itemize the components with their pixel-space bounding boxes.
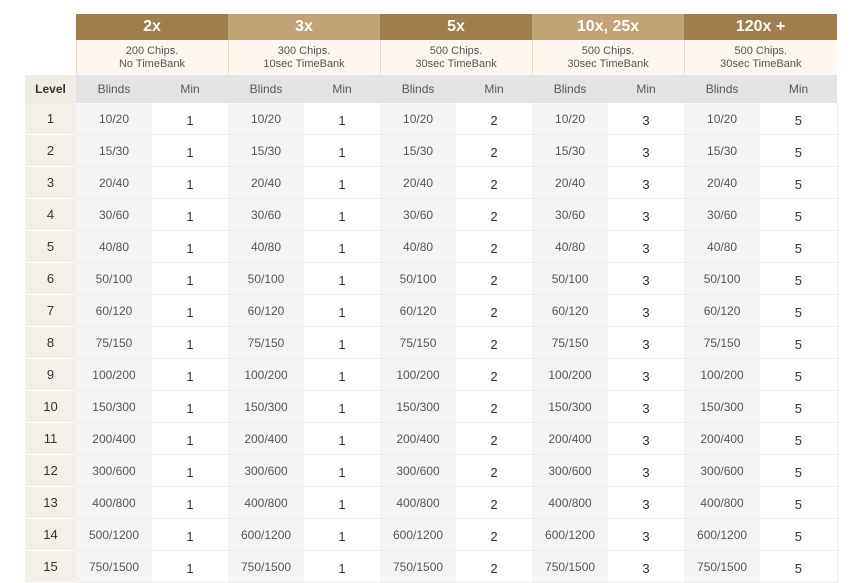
blinds-cell: 75/150 — [380, 327, 456, 359]
corner-blank — [25, 40, 76, 75]
blinds-cell: 60/120 — [380, 295, 456, 327]
blinds-cell: 30/60 — [380, 199, 456, 231]
minutes-cell: 1 — [304, 359, 380, 391]
structure-info — [76, 40, 228, 75]
blinds-cell: 300/600 — [380, 455, 456, 487]
minutes-cell: 2 — [456, 167, 532, 199]
minutes-cell: 3 — [608, 423, 684, 455]
blinds-cell: 600/1200 — [380, 519, 456, 551]
minutes-cell: 1 — [152, 551, 228, 583]
blinds-cell: 100/200 — [532, 359, 608, 391]
minutes-cell: 1 — [304, 167, 380, 199]
minutes-cell: 2 — [456, 455, 532, 487]
table-row — [25, 295, 837, 327]
multiplier-header: 120x + — [684, 14, 837, 40]
blinds-cell: 10/20 — [380, 103, 456, 135]
minutes-cell: 3 — [608, 327, 684, 359]
blinds-cell: 600/1200 — [532, 519, 608, 551]
blinds-cell: 60/120 — [684, 295, 760, 327]
minutes-cell: 1 — [152, 199, 228, 231]
blinds-cell: 10/20 — [532, 103, 608, 135]
blinds-cell: 300/600 — [228, 455, 304, 487]
blinds-cell: 400/800 — [532, 487, 608, 519]
table-row — [25, 455, 837, 487]
multiplier-header: 3x — [228, 14, 380, 40]
minutes-cell: 5 — [760, 295, 837, 327]
level-cell: 9 — [25, 359, 76, 391]
multiplier-header: 5x — [380, 14, 532, 40]
structure-info — [380, 40, 532, 75]
blinds-cell: 15/30 — [532, 135, 608, 167]
table-row — [25, 551, 837, 583]
blinds-cell: 40/80 — [532, 231, 608, 263]
blinds-cell: 150/300 — [380, 391, 456, 423]
table-row — [25, 359, 837, 391]
minutes-cell: 2 — [456, 263, 532, 295]
minutes-cell: 5 — [760, 167, 837, 199]
blinds-cell: 50/100 — [76, 263, 152, 295]
level-cell: 8 — [25, 327, 76, 359]
minutes-cell: 1 — [304, 455, 380, 487]
minutes-cell: 5 — [760, 103, 837, 135]
minutes-cell: 2 — [456, 295, 532, 327]
minutes-cell: 2 — [456, 135, 532, 167]
blinds-cell: 15/30 — [684, 135, 760, 167]
starting-chips: 200 Chips. — [125, 44, 179, 57]
minutes-cell: 1 — [304, 295, 380, 327]
min-column-header: Min — [304, 75, 380, 103]
blinds-cell: 100/200 — [76, 359, 152, 391]
blinds-cell: 75/150 — [228, 327, 304, 359]
minutes-cell: 1 — [152, 487, 228, 519]
structure-info — [684, 40, 837, 75]
blinds-column-header: Blinds — [532, 75, 608, 103]
blinds-cell: 60/120 — [76, 295, 152, 327]
blinds-cell: 750/1500 — [380, 551, 456, 583]
blinds-cell: 200/400 — [684, 423, 760, 455]
min-column-header: Min — [152, 75, 228, 103]
minutes-cell: 1 — [304, 263, 380, 295]
multiplier-header-row — [25, 14, 837, 40]
minutes-cell: 1 — [152, 327, 228, 359]
blinds-cell: 10/20 — [76, 103, 152, 135]
min-column-header: Min — [456, 75, 532, 103]
structure-info — [228, 40, 380, 75]
minutes-cell: 5 — [760, 487, 837, 519]
blinds-cell: 20/40 — [76, 167, 152, 199]
minutes-cell: 5 — [760, 263, 837, 295]
blind-structure-table — [25, 14, 838, 583]
minutes-cell: 2 — [456, 327, 532, 359]
level-column-header: Level — [25, 75, 76, 103]
level-cell: 3 — [25, 167, 76, 199]
minutes-cell: 1 — [152, 295, 228, 327]
minutes-cell: 1 — [304, 135, 380, 167]
blinds-cell: 600/1200 — [684, 519, 760, 551]
table-row — [25, 263, 837, 295]
starting-chips: 500 Chips. — [734, 44, 788, 57]
blinds-cell: 100/200 — [380, 359, 456, 391]
minutes-cell: 3 — [608, 455, 684, 487]
blind-structure-container — [25, 14, 837, 583]
level-cell: 1 — [25, 103, 76, 135]
minutes-cell: 2 — [456, 231, 532, 263]
starting-chips: 500 Chips. — [429, 44, 483, 57]
table-row — [25, 391, 837, 423]
minutes-cell: 1 — [152, 135, 228, 167]
blinds-cell: 400/800 — [684, 487, 760, 519]
blinds-cell: 400/800 — [228, 487, 304, 519]
blinds-cell: 150/300 — [76, 391, 152, 423]
timebank-info: 30sec TimeBank — [415, 57, 497, 70]
minutes-cell: 1 — [152, 519, 228, 551]
column-header-row — [25, 75, 837, 103]
blinds-column-header: Blinds — [76, 75, 152, 103]
minutes-cell: 3 — [608, 167, 684, 199]
blinds-cell: 200/400 — [532, 423, 608, 455]
minutes-cell: 3 — [608, 199, 684, 231]
minutes-cell: 5 — [760, 423, 837, 455]
blinds-cell: 500/1200 — [76, 519, 152, 551]
starting-chips: 300 Chips. — [277, 44, 331, 57]
minutes-cell: 3 — [608, 103, 684, 135]
minutes-cell: 3 — [608, 391, 684, 423]
blinds-cell: 15/30 — [380, 135, 456, 167]
level-cell: 15 — [25, 551, 76, 583]
minutes-cell: 1 — [152, 167, 228, 199]
corner-blank — [25, 14, 76, 40]
level-cell: 4 — [25, 199, 76, 231]
blinds-cell: 50/100 — [532, 263, 608, 295]
blinds-cell: 75/150 — [532, 327, 608, 359]
minutes-cell: 5 — [760, 359, 837, 391]
blinds-cell: 300/600 — [76, 455, 152, 487]
blinds-cell: 40/80 — [684, 231, 760, 263]
blinds-cell: 750/1500 — [684, 551, 760, 583]
blinds-cell: 100/200 — [684, 359, 760, 391]
blinds-cell: 750/1500 — [76, 551, 152, 583]
blinds-cell: 400/800 — [380, 487, 456, 519]
level-cell: 5 — [25, 231, 76, 263]
minutes-cell: 3 — [608, 295, 684, 327]
minutes-cell: 1 — [152, 263, 228, 295]
level-cell: 12 — [25, 455, 76, 487]
minutes-cell: 1 — [152, 391, 228, 423]
blinds-cell: 60/120 — [532, 295, 608, 327]
multiplier-header: 10x, 25x — [532, 14, 684, 40]
minutes-cell: 5 — [760, 199, 837, 231]
minutes-cell: 1 — [304, 487, 380, 519]
blinds-cell: 200/400 — [380, 423, 456, 455]
starting-chips: 500 Chips. — [581, 44, 635, 57]
blinds-cell: 40/80 — [380, 231, 456, 263]
blinds-cell: 40/80 — [228, 231, 304, 263]
table-row — [25, 423, 837, 455]
blinds-cell: 15/30 — [228, 135, 304, 167]
blinds-cell: 100/200 — [228, 359, 304, 391]
structure-info-row — [25, 40, 837, 75]
minutes-cell: 1 — [304, 391, 380, 423]
minutes-cell: 5 — [760, 519, 837, 551]
level-cell: 10 — [25, 391, 76, 423]
minutes-cell: 5 — [760, 455, 837, 487]
timebank-info: 30sec TimeBank — [567, 57, 649, 70]
blinds-cell: 600/1200 — [228, 519, 304, 551]
blinds-cell: 15/30 — [76, 135, 152, 167]
minutes-cell: 3 — [608, 487, 684, 519]
minutes-cell: 2 — [456, 359, 532, 391]
minutes-cell: 3 — [608, 359, 684, 391]
table-row — [25, 519, 837, 551]
level-cell: 13 — [25, 487, 76, 519]
blinds-cell: 750/1500 — [532, 551, 608, 583]
minutes-cell: 5 — [760, 135, 837, 167]
blinds-cell: 150/300 — [228, 391, 304, 423]
minutes-cell: 5 — [760, 231, 837, 263]
minutes-cell: 2 — [456, 391, 532, 423]
minutes-cell: 1 — [304, 199, 380, 231]
table-row — [25, 327, 837, 359]
blinds-cell: 20/40 — [228, 167, 304, 199]
minutes-cell: 2 — [456, 103, 532, 135]
blinds-cell: 20/40 — [532, 167, 608, 199]
blinds-cell: 50/100 — [380, 263, 456, 295]
level-cell: 14 — [25, 519, 76, 551]
minutes-cell: 1 — [304, 519, 380, 551]
minutes-cell: 1 — [152, 231, 228, 263]
minutes-cell: 5 — [760, 551, 837, 583]
table-row — [25, 199, 837, 231]
blinds-cell: 10/20 — [684, 103, 760, 135]
blinds-cell: 20/40 — [380, 167, 456, 199]
minutes-cell: 1 — [304, 103, 380, 135]
minutes-cell: 1 — [152, 359, 228, 391]
level-cell: 2 — [25, 135, 76, 167]
minutes-cell: 3 — [608, 263, 684, 295]
multiplier-header: 2x — [76, 14, 228, 40]
timebank-info: No TimeBank — [118, 57, 186, 70]
minutes-cell: 2 — [456, 519, 532, 551]
blinds-cell: 75/150 — [684, 327, 760, 359]
minutes-cell: 5 — [760, 391, 837, 423]
blinds-cell: 150/300 — [532, 391, 608, 423]
blinds-cell: 750/1500 — [228, 551, 304, 583]
level-cell: 11 — [25, 423, 76, 455]
blinds-column-header: Blinds — [684, 75, 760, 103]
minutes-cell: 1 — [152, 455, 228, 487]
table-row — [25, 135, 837, 167]
minutes-cell: 1 — [152, 103, 228, 135]
minutes-cell: 3 — [608, 231, 684, 263]
min-column-header: Min — [760, 75, 837, 103]
blinds-cell: 60/120 — [228, 295, 304, 327]
blinds-cell: 150/300 — [684, 391, 760, 423]
blinds-cell: 10/20 — [228, 103, 304, 135]
blinds-cell: 300/600 — [532, 455, 608, 487]
minutes-cell: 3 — [608, 519, 684, 551]
minutes-cell: 3 — [608, 551, 684, 583]
min-column-header: Min — [608, 75, 684, 103]
minutes-cell: 2 — [456, 423, 532, 455]
level-cell: 7 — [25, 295, 76, 327]
minutes-cell: 2 — [456, 487, 532, 519]
blinds-cell: 50/100 — [228, 263, 304, 295]
blinds-cell: 30/60 — [684, 199, 760, 231]
blinds-cell: 50/100 — [684, 263, 760, 295]
blinds-column-header: Blinds — [380, 75, 456, 103]
structure-info — [532, 40, 684, 75]
minutes-cell: 5 — [760, 327, 837, 359]
table-row — [25, 487, 837, 519]
blinds-cell: 300/600 — [684, 455, 760, 487]
level-cell: 6 — [25, 263, 76, 295]
blinds-cell: 20/40 — [684, 167, 760, 199]
timebank-info: 30sec TimeBank — [720, 57, 802, 70]
minutes-cell: 1 — [304, 327, 380, 359]
timebank-info: 10sec TimeBank — [263, 57, 345, 70]
blinds-column-header: Blinds — [228, 75, 304, 103]
blinds-cell: 200/400 — [76, 423, 152, 455]
table-row — [25, 167, 837, 199]
blinds-cell: 400/800 — [76, 487, 152, 519]
minutes-cell: 2 — [456, 199, 532, 231]
blinds-cell: 30/60 — [228, 199, 304, 231]
minutes-cell: 1 — [304, 423, 380, 455]
minutes-cell: 1 — [152, 423, 228, 455]
blinds-cell: 30/60 — [76, 199, 152, 231]
blinds-cell: 200/400 — [228, 423, 304, 455]
minutes-cell: 1 — [304, 231, 380, 263]
levels-table-body — [25, 103, 837, 583]
blinds-cell: 30/60 — [532, 199, 608, 231]
minutes-cell: 2 — [456, 551, 532, 583]
minutes-cell: 1 — [304, 551, 380, 583]
table-row — [25, 103, 837, 135]
blinds-cell: 40/80 — [76, 231, 152, 263]
table-row — [25, 231, 837, 263]
minutes-cell: 3 — [608, 135, 684, 167]
blinds-cell: 75/150 — [76, 327, 152, 359]
